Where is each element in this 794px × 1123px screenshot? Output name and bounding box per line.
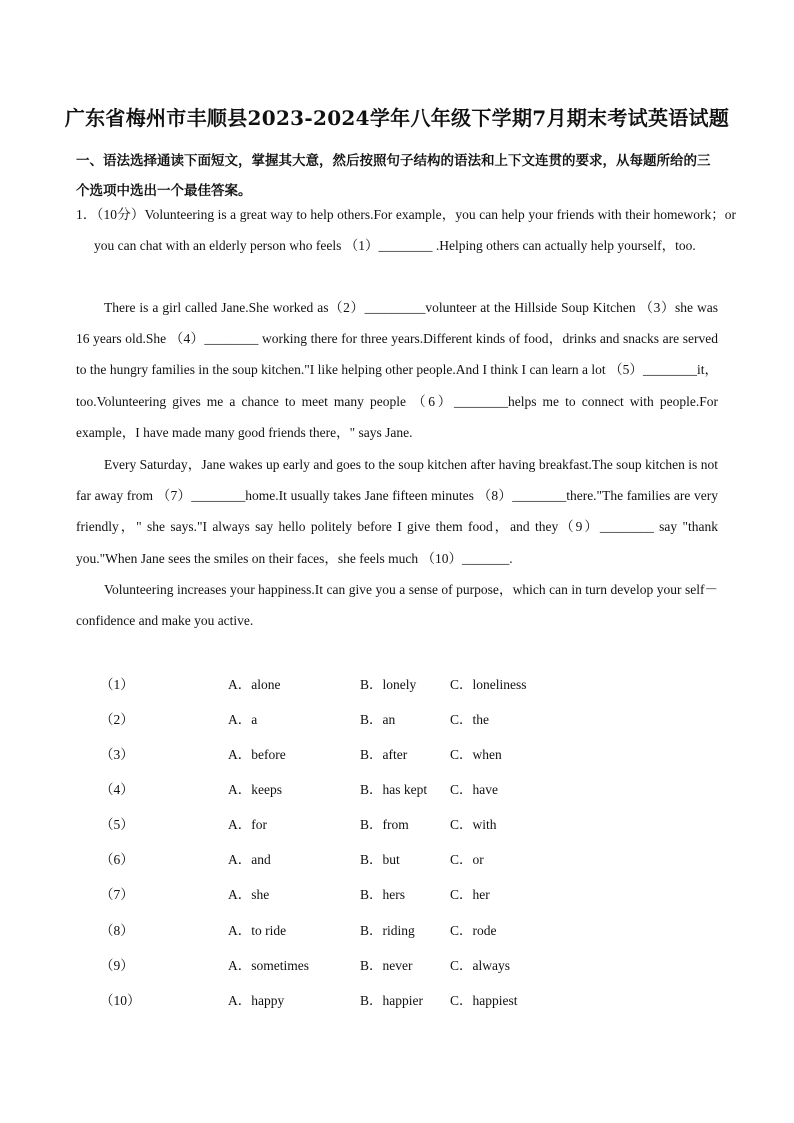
option-a: A．for (228, 817, 267, 832)
option-b: B．happier (360, 993, 423, 1008)
option-c: C．loneliness (450, 677, 527, 692)
option-a: A．sometimes (228, 958, 309, 973)
option-b: B．an (360, 712, 396, 727)
passage-paragraph-4: Volunteering increases your happiness.It can give you a sense of purpose，which can in turn develop your self－confidence and make you active. (76, 582, 718, 629)
option-row (0, 919, 794, 943)
passage-paragraph-2: There is a girl called Jane.She worked as（2）_________volunteer at the Hillside Soup Kitchen （3）she was 16 years old.She （4）________ working there for three years.Different kinds of food，drinks and snacks are served to the hungry families in the soup kitchen."I like helping other people.And I think I can learn a lot （5）________it，too.Volunteering gives me a chance to meet many people （6）________helps me to connect with people.For example，I have made many good friends there，" says Jane. (76, 300, 718, 440)
question-number: （4） (100, 782, 134, 797)
option-c: C．or (450, 852, 484, 867)
option-row (0, 989, 794, 1013)
option-b: B．hers (360, 887, 405, 902)
option-row (0, 954, 794, 978)
option-b: B．has kept (360, 782, 428, 797)
question-number: （6） (100, 852, 134, 867)
option-c: C．happiest (450, 993, 518, 1008)
option-b: B．after (360, 747, 408, 762)
option-a: A．a (228, 712, 258, 727)
question-number: （3） (100, 747, 134, 762)
option-a: A．happy (228, 993, 285, 1008)
option-row (0, 743, 794, 767)
option-c: C．rode (450, 923, 497, 938)
option-b: B．lonely (360, 677, 417, 692)
option-row (0, 673, 794, 697)
option-a: A．alone (228, 677, 281, 692)
option-row (0, 778, 794, 802)
question-number: （7） (100, 887, 134, 902)
option-row (0, 848, 794, 872)
option-row (0, 883, 794, 907)
option-a: A．keeps (228, 782, 282, 797)
option-c: C．always (450, 958, 510, 973)
question-number: （10） (100, 993, 141, 1008)
option-c: C．her (450, 887, 490, 902)
question-number: （2） (100, 712, 134, 727)
question-number: （1） (100, 677, 134, 692)
option-c: C．when (450, 747, 502, 762)
option-a: A．to ride (228, 923, 287, 938)
option-b: B．from (360, 817, 409, 832)
question-number: （9） (100, 958, 134, 973)
option-b: B．never (360, 958, 413, 973)
option-a: A．before (228, 747, 286, 762)
option-b: B．but (360, 852, 400, 867)
option-row (0, 813, 794, 837)
section-heading: 一、语法选择通读下面短文，掌握其大意，然后按照句子结构的语法和上下文连贯的要求，从每题所给的三个选项中选出一个最佳答案。 (76, 153, 711, 199)
question-number: （5） (100, 817, 134, 832)
page-title: 广东省梅州市丰顺县2023-2024学年八年级下学期7月期末考试英语试题 (64, 106, 730, 130)
option-b: B．riding (360, 923, 415, 938)
option-a: A．and (228, 852, 271, 867)
question-number: （8） (100, 923, 134, 938)
option-a: A．she (228, 887, 270, 902)
option-row (0, 708, 794, 732)
passage-paragraph-3: Every Saturday，Jane wakes up early and goes to the soup kitchen after having breakfast.The soup kitchen is not far away from （7）________home.It usually takes Jane fifteen minutes （8）________there."The families are very friendly，" she says."I always say hello politely before I give them food，and they（9）________ say "thank you."When Jane sees the smiles on their faces，she feels much （10）_______. (76, 457, 718, 566)
option-c: C．the (450, 712, 489, 727)
option-c: C．with (450, 817, 497, 832)
option-c: C．have (450, 782, 498, 797)
passage-paragraph-1: 1．（10分）Volunteering is a great way to help others.For example，you can help your friends with their homework；or you can chat with an elderly person who feels （1）________ .Helping others can actually help yourself，too. (76, 207, 736, 254)
